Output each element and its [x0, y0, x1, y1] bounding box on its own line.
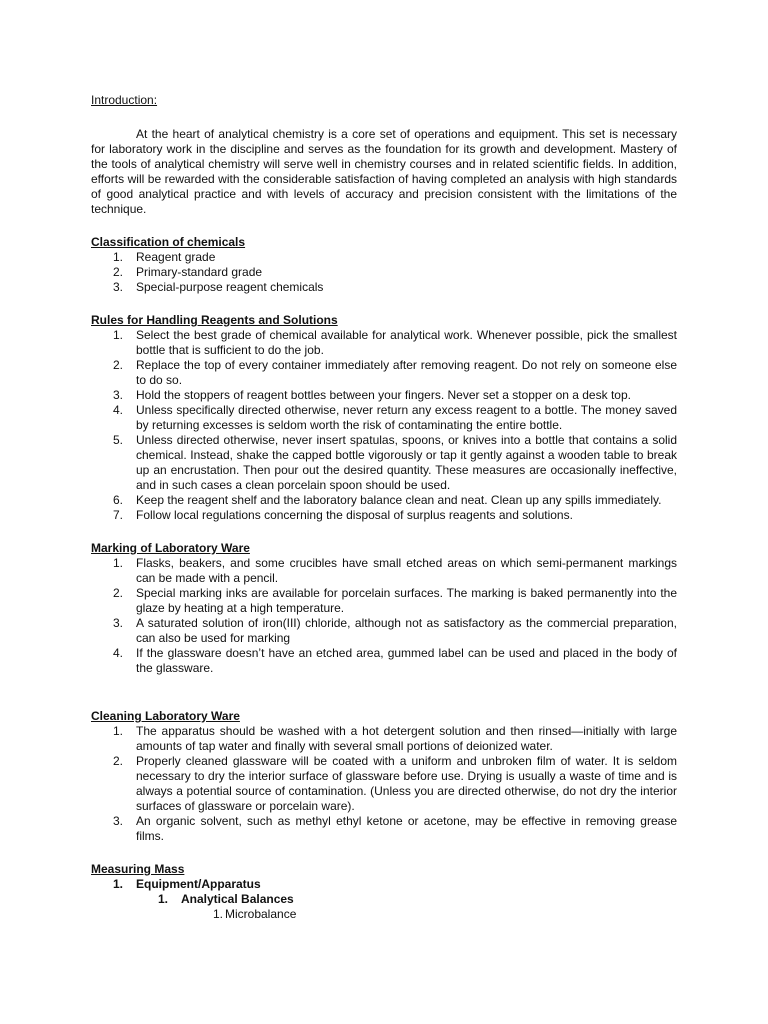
list-number: 4.: [113, 646, 124, 660]
list-number: 1.: [113, 250, 124, 264]
list-item: [91, 814, 677, 844]
list-number: 6.: [113, 493, 124, 507]
list-item-text: Properly cleaned glassware will be coated with a uniform and unbroken film of water. It is seldom necessary to dry the interior surface of glassware before use. Drying is usually a waste of time and is always a potential source of contamination. (Unless you are directed otherwise, do not dry the interior surfaces of glassware or porcelain ware).: [136, 754, 677, 813]
marking-list: [91, 556, 677, 676]
rules-list: [91, 328, 677, 523]
list-item: [91, 724, 677, 754]
marking-heading: Marking of Laboratory Ware: [91, 541, 250, 555]
list-number: 1.: [113, 328, 124, 342]
list-number: 3.: [113, 814, 124, 828]
rules-heading: Rules for Handling Reagents and Solutions: [91, 313, 338, 327]
list-item-text: Reagent grade: [136, 250, 216, 264]
list-item-text: Primary-standard grade: [136, 265, 263, 279]
list-item-text: The apparatus should be washed with a hot detergent solution and then rinsed—initially with large amounts of tap water and finally with several small portions of deionized water.: [136, 724, 677, 753]
list-number: 2.: [113, 358, 124, 372]
list-item: [91, 754, 677, 814]
list-item-text: If the glassware doesn’t have an etched area, gummed label can be used and placed in the body of the glassware.: [136, 646, 677, 675]
list-item-text: Special-purpose reagent chemicals: [136, 280, 324, 294]
list-item-text: An organic solvent, such as methyl ethyl ketone or acetone, may be effective in removing grease films.: [136, 814, 677, 843]
list-number: 2.: [113, 265, 124, 279]
classification-heading: Classification of chemicals: [91, 235, 246, 249]
outline-level-2: [91, 892, 677, 907]
spacer: [91, 844, 677, 862]
list-item: [91, 328, 677, 358]
outline-text: Analytical Balances: [181, 892, 294, 906]
outline-number: 1.: [113, 877, 124, 891]
outline-level-1: [91, 877, 677, 892]
list-item: [91, 493, 677, 508]
list-item: [91, 388, 677, 403]
introduction-heading: Introduction:: [91, 93, 158, 107]
list-number: 1.: [113, 724, 124, 738]
list-item: [91, 265, 677, 280]
list-item-text: Replace the top of every container immediately after removing reagent. Do not rely on someone else to do so.: [136, 358, 677, 387]
list-number: 2.: [113, 754, 124, 768]
document-content: [91, 93, 677, 922]
cleaning-list: [91, 724, 677, 844]
spacer: [91, 676, 677, 709]
outline-number: 1.: [213, 907, 224, 921]
list-item: [91, 556, 677, 586]
list-item: [91, 433, 677, 493]
spacer: [91, 295, 677, 313]
classification-list: [91, 250, 677, 295]
outline-text: Equipment/Apparatus: [136, 877, 261, 891]
list-item-text: Keep the reagent shelf and the laboratory balance clean and neat. Clean up any spills immediately.: [136, 493, 662, 507]
outline-number: 1.: [158, 892, 169, 906]
list-item: [91, 280, 677, 295]
list-item-text: Special marking inks are available for porcelain surfaces. The marking is baked permanently into the glaze by heating at a high temperature.: [136, 586, 677, 615]
spacer: [91, 523, 677, 541]
outline-level-3: [91, 907, 677, 922]
list-number: 4.: [113, 403, 124, 417]
list-number: 3.: [113, 616, 124, 630]
list-item: [91, 250, 677, 265]
list-number: 3.: [113, 280, 124, 294]
outline-text: Microbalance: [225, 907, 297, 921]
list-item-text: Follow local regulations concerning the disposal of surplus reagents and solutions.: [136, 508, 573, 522]
measuring-heading: Measuring Mass: [91, 862, 185, 876]
list-item-text: Unless specifically directed otherwise, never return any excess reagent to a bottle. The money saved by returning excesses is seldom worth the risk of contaminating the entire bottle.: [136, 403, 677, 432]
introduction-paragraph: At the heart of analytical chemistry is a core set of operations and equipment. This set is necessary for laboratory work in the discipline and serves as the foundation for its growth and development. Mastery of the tools of analytical chemistry will serve well in chemistry courses and in related scientific fields. In addition, efforts will be rewarded with the considerable satisfaction of having completed an analysis with high standards of good analytical practice and with levels of accuracy and precision consistent with the limitations of the technique.: [91, 127, 677, 216]
cleaning-heading: Cleaning Laboratory Ware: [91, 709, 240, 723]
list-item: [91, 586, 677, 616]
list-item-text: Flasks, beakers, and some crucibles have small etched areas on which semi-permanent markings can be made with a pencil.: [136, 556, 677, 585]
list-item: [91, 616, 677, 646]
list-number: 1.: [113, 556, 124, 570]
list-item-text: Select the best grade of chemical available for analytical work. Whenever possible, pick the smallest bottle that is sufficient to do the job.: [136, 328, 677, 357]
list-number: 3.: [113, 388, 124, 402]
list-number: 5.: [113, 433, 124, 447]
list-item: [91, 646, 677, 676]
list-item-text: A saturated solution of iron(III) chloride, although not as satisfactory as the commercial preparation, can also be used for marking: [136, 616, 677, 645]
list-number: 7.: [113, 508, 124, 522]
list-item: [91, 403, 677, 433]
list-item: [91, 358, 677, 388]
list-item-text: Hold the stoppers of reagent bottles between your fingers. Never set a stopper on a desk top.: [136, 388, 631, 402]
list-item: [91, 508, 677, 523]
list-number: 2.: [113, 586, 124, 600]
list-item-text: Unless directed otherwise, never insert spatulas, spoons, or knives into a bottle that contains a solid chemical. Instead, shake the capped bottle vigorously or tap it gently against a wooden table to break up an encrustation. Then pour out the desired quantity. These measures are occasionally ineffective, and in such cases a clean porcelain spoon should be used.: [136, 433, 677, 492]
